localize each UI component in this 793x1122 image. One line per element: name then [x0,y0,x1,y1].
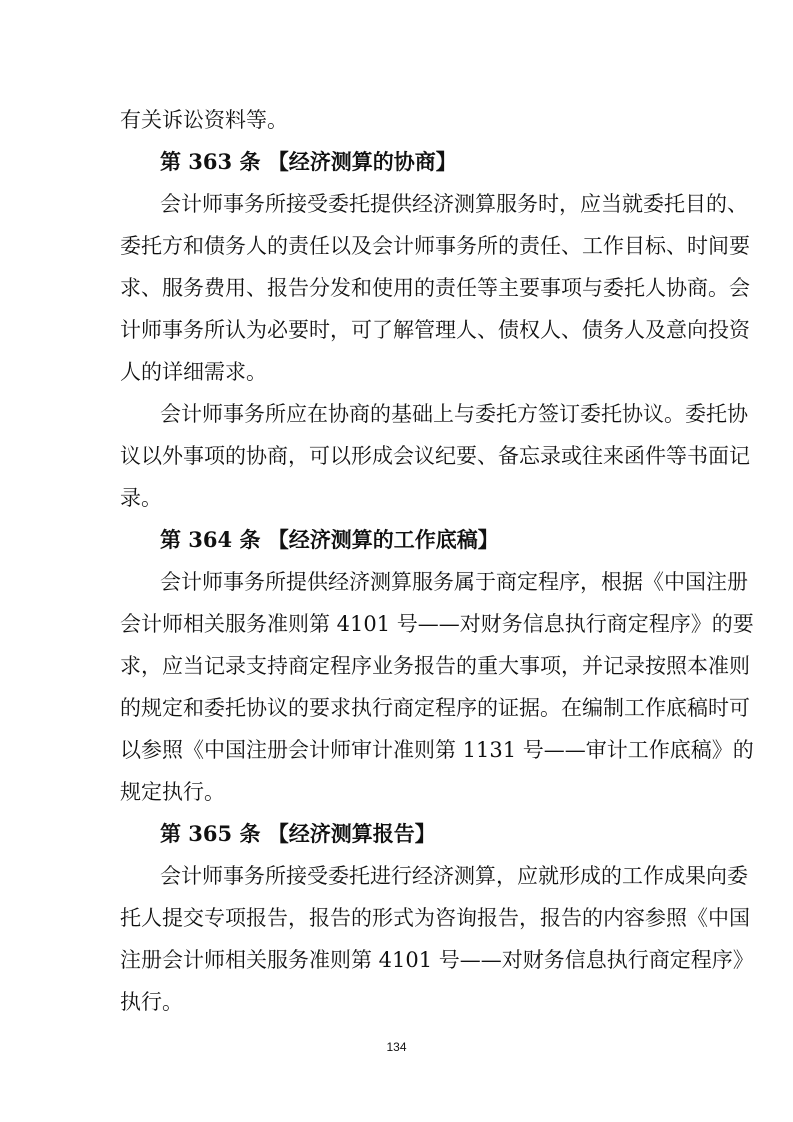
paragraph-line: 执行。 [120,990,183,1014]
paragraph-line: 会计师事务所接受委托进行经济测算，应就形成的工作成果向委 [160,864,748,888]
paragraph-line: 规定执行。 [120,780,225,804]
paragraph-line: 议以外事项的协商，可以形成会议纪要、备忘录或往来函件等书面记 [120,444,750,468]
paragraph-line: 会计师事务所接受委托提供经济测算服务时，应当就委托目的、 [160,192,748,216]
paragraph-line: 会计师事务所应在协商的基础上与委托方签订委托协议。委托协 [160,402,748,426]
article-heading-363: 第 363 条 【经济测算的协商】 [160,149,457,174]
paragraph-line: 注册会计师相关服务准则第 4101 号——对财务信息执行商定程序》 [120,948,754,972]
paragraph-line: 计师事务所认为必要时，可了解管理人、债权人、债务人及意向投资 [120,318,750,342]
paragraph-line: 的规定和委托协议的要求执行商定程序的证据。在编制工作底稿时可 [120,696,750,720]
paragraph-line: 会计师事务所提供经济测算服务属于商定程序，根据《中国注册 [160,570,748,594]
page-number: 134 [386,1040,407,1054]
paragraph-line: 会计师相关服务准则第 4101 号——对财务信息执行商定程序》的要 [120,612,754,636]
paragraph-line: 托人提交专项报告，报告的形式为咨询报告，报告的内容参照《中国 [120,906,750,930]
paragraph-line: 录。 [120,486,162,510]
paragraph-line: 以参照《中国注册会计师审计准则第 1131 号——审计工作底稿》的 [120,738,754,762]
article-heading-365: 第 365 条 【经济测算报告】 [160,821,436,846]
paragraph-line: 求、服务费用、报告分发和使用的责任等主要事项与委托人协商。会 [120,276,750,300]
paragraph-line: 有关诉讼资料等。 [120,108,288,132]
article-heading-364: 第 364 条 【经济测算的工作底稿】 [160,527,499,552]
paragraph-line: 人的详细需求。 [120,360,267,384]
paragraph-line: 求，应当记录支持商定程序业务报告的重大事项，并记录按照本准则 [120,654,750,678]
paragraph-line: 委托方和债务人的责任以及会计师事务所的责任、工作目标、时间要 [120,234,750,258]
